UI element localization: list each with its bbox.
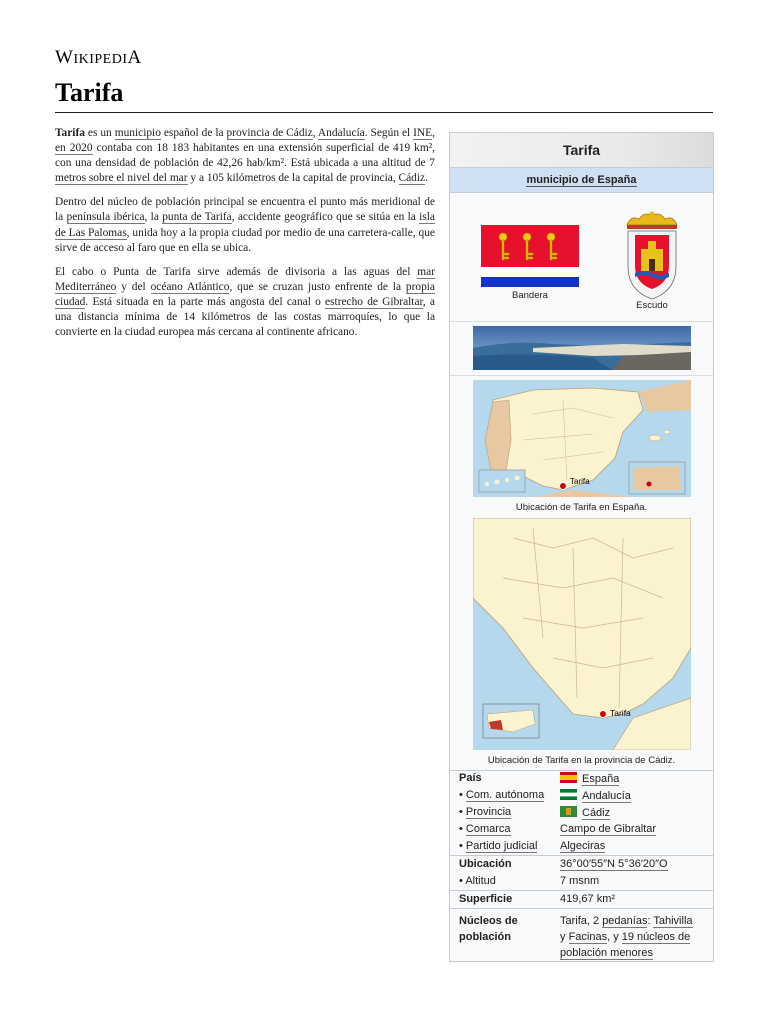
wordmark-initial: W [55,47,74,68]
link-comarca[interactable]: Comarca [465,823,511,835]
infobox-subtitle [450,168,713,193]
article-body [55,126,435,349]
row-superficie [450,891,713,908]
article-text: español de la [160,127,227,139]
article-text: . [425,172,428,185]
link-pedanias[interactable]: pedanías [602,915,648,927]
article-text: El cabo o Punta de Tarifa sirve además de divisoria a las aguas del [55,265,418,278]
article-link[interactable]: INE [413,127,433,139]
row-key: Núcleos de población [459,915,518,943]
link-com-autonoma[interactable]: Com. autónoma [465,789,545,801]
link-andalucia[interactable]: Andalucía [582,790,631,802]
link-algeciras[interactable]: Algeciras [560,840,606,852]
crown-top [650,212,655,217]
paragraph-1 [55,126,435,186]
row-com-autonoma [450,787,713,804]
row-partido-judicial [450,838,713,855]
link-coordinates[interactable]: 36°00′55″N 5°36′20″O [560,858,668,870]
infobox [449,132,714,962]
article-bold-text: Tarifa [55,127,85,139]
flag-caption: Bandera [512,290,548,301]
article-link[interactable]: provincia de Cádiz [226,127,313,139]
row-value [560,823,656,835]
article-link[interactable]: mar Mediterráneo [55,265,435,293]
infobox-data-rows [450,770,713,959]
article-link[interactable]: península ibérica [66,211,145,224]
row-key: • Partido judicial [459,840,538,852]
row-key: • Com. autónoma [459,789,545,801]
map2-location-marker [600,711,607,718]
title-divider [55,112,713,113]
spain-flag-icon [560,772,577,783]
infobox-subtitle-link[interactable]: municipio de España [526,174,637,186]
paragraph-3 [55,265,435,340]
article-text: y a 105 kilómetros de la capital de provincia, [187,172,399,185]
coat-of-arms-image[interactable] [619,211,685,301]
map2-caption: Ubicación de Tarifa en la provincia de Cádiz. [487,755,676,766]
flag-red-field [481,225,579,267]
link-cadiz[interactable]: Cádiz [582,807,611,819]
paragraph-2 [55,195,435,255]
map1-location-label: Tarifa [570,477,590,486]
row-key: Ubicación [459,858,512,870]
link-provincia[interactable]: Provincia [465,806,512,818]
row-value [560,858,668,870]
page-title: Tarifa [55,78,124,107]
link-facinas[interactable]: Facinas [568,931,608,943]
cadiz-flag-icon [560,806,577,817]
row-value [560,806,610,819]
article-text: Dentro del núcleo de población principal se encuentra el punto más meridional de la [55,196,435,224]
article-link[interactable]: estrecho de Gibraltar [325,295,423,308]
article-text: , unida hoy a la propia ciudad por medio de una carretera-calle, que sirve de acceso al faro que en ella se ubica. [55,226,435,254]
article-text: , que se cruzan justo enfrente de la [229,280,406,293]
link-espana[interactable]: España [582,773,620,785]
article-link[interactable]: en 2020 [55,142,93,155]
row-value: 419,67 km² [560,893,616,905]
row-key: País [459,772,482,784]
map1-location-marker [560,483,567,490]
article-text: y del [116,280,151,293]
row-value [560,840,605,852]
article-text: . Según el [364,127,414,139]
article-link[interactable]: océano Atlántico [150,280,230,293]
article-text: , [312,127,318,139]
row-altitud [450,873,713,890]
row-key: Superficie [459,893,513,905]
link-campo-de-gibraltar[interactable]: Campo de Gibraltar [560,823,656,835]
andalucia-flag-icon [560,789,577,800]
article-link[interactable]: isla de Las Palomas [55,211,435,239]
article-link[interactable]: Cádiz [398,172,426,185]
article-text: , a una distancia mínima de 14 kilómetros de las costas marroquíes, lo que la convierte en la ciudad europea más cercana al continente africano. [55,295,435,339]
castle-tower [648,241,656,251]
row-value: 7 msnm [560,875,600,887]
crown-band [627,225,677,229]
panorama-photo[interactable] [473,326,691,370]
link-nucleos-cont[interactable]: población menores [560,947,653,959]
row-key: • Provincia [459,806,512,818]
article-link[interactable]: Andalucía [317,127,365,139]
article-link[interactable]: punta de Tarifa [162,211,232,224]
castle-door [649,259,655,271]
flag-blue-stripe [481,277,579,287]
article-text: , accidente geográfico que se sitúa en la [231,211,420,224]
map1-caption: Ubicación de Tarifa en España. [515,502,648,513]
map1-inset-marker [647,482,652,487]
wikipedia-wordmark[interactable] [55,47,142,69]
row-comarca [450,821,713,838]
row-pais [450,770,713,787]
article-text: , [432,127,435,139]
link-tahivilla[interactable]: Tahivilla [653,915,693,927]
row-value [560,789,631,802]
link-nucleos[interactable]: 19 núcleos de [621,931,691,943]
shield-caption: Escudo [636,300,668,311]
link-partido-judicial[interactable]: Partido judicial [465,840,538,852]
article-text: . Está situada en la parte más angosta del canal o [85,295,326,308]
row-key: • Altitud [459,875,496,887]
flag-white-stripe [481,267,579,277]
wordmark-middle: IKIPEDI [73,52,128,67]
row-ubicacion [450,856,713,873]
article-text: , la [144,211,163,224]
map1-canarias-inset [479,470,525,492]
row-value [560,772,619,785]
article-text: contaba con 18 183 habitantes en una extensión superficial de 419 km², con una densidad de población de 42,26 hab/km². Está ubicada a una altitud de 7 [55,142,435,170]
row-nucleos [450,909,713,959]
map2-location-label: Tarifa [610,708,631,718]
flag-image[interactable] [481,225,579,287]
article-link[interactable]: metros sobre el nivel del mar [55,172,188,185]
map1-europe-land [633,466,681,490]
infobox-title: Tarifa [450,133,713,168]
row-key: • Comarca [459,823,511,835]
spain-location-map[interactable] [473,380,691,497]
article-text: es un [84,127,115,139]
wordmark-final: A [127,47,142,68]
row-provincia [450,804,713,821]
article-link[interactable]: propia ciudad [55,280,435,308]
separator [450,375,713,376]
cadiz-location-map[interactable] [473,518,691,750]
article-link[interactable]: municipio [114,127,161,139]
separator [450,321,713,322]
row-value: Tarifa, 2 pedanías: Tahivilla y Facinas, y 19 núcleos de población menores [560,915,693,959]
